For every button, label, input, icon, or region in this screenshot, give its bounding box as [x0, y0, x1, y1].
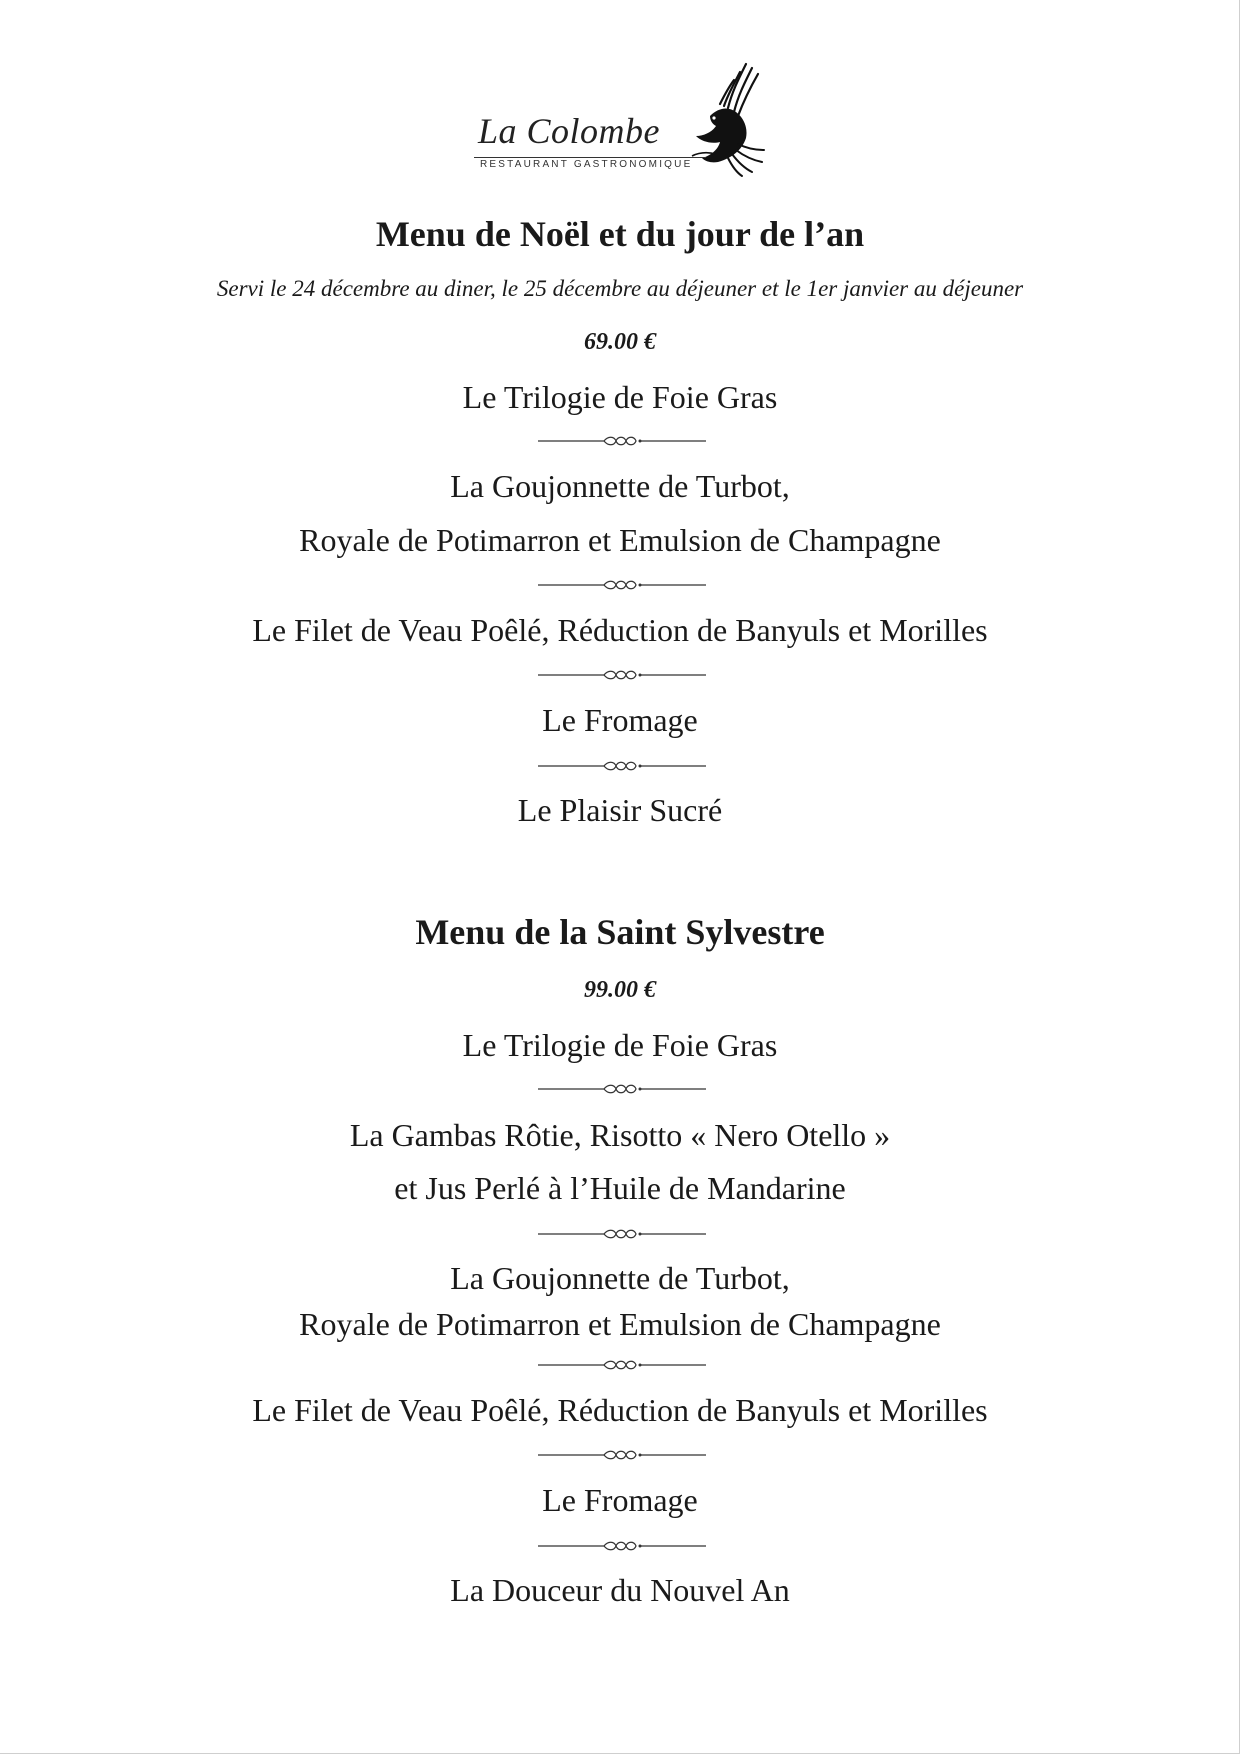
menu-sylvestre-course: La Douceur du Nouvel An — [450, 1572, 790, 1608]
menu-sylvestre-course: et Jus Perlé à l’Huile de Mandarine — [394, 1170, 846, 1206]
menu-noel-course: Royale de Potimarron et Emulsion de Champagne — [299, 522, 941, 558]
menu-noel-title: Menu de Noël et du jour de l’an — [375, 214, 865, 254]
menu-noel-course: Le Plaisir Sucré — [517, 792, 723, 828]
menu-noel-price: 69.00 € — [584, 329, 656, 355]
dove-icon — [688, 58, 768, 178]
ornament-divider-icon — [538, 758, 706, 774]
ornament-divider-icon — [538, 1447, 706, 1463]
menu-sylvestre-course: Royale de Potimarron et Emulsion de Champagne — [299, 1306, 941, 1342]
logo-rule — [474, 157, 706, 158]
menu-noel-course: Le Fromage — [542, 702, 698, 738]
ornament-divider-icon — [538, 1081, 706, 1097]
ornament-divider-icon — [538, 1538, 706, 1554]
logo-tagline: RESTAURANT GASTRONOMIQUE — [480, 159, 693, 170]
menu-noel-course: Le Filet de Veau Poêlé, Réduction de Banyuls et Morilles — [252, 612, 988, 648]
restaurant-logo — [470, 58, 770, 188]
menu-sylvestre-course: Le Fromage — [542, 1482, 698, 1518]
menu-sylvestre-course: Le Trilogie de Foie Gras — [462, 1027, 778, 1063]
menu-noel-served: Servi le 24 décembre au diner, le 25 décembre au déjeuner et le 1er janvier au déjeuner — [216, 276, 1024, 301]
menu-noel-course: Le Trilogie de Foie Gras — [462, 379, 778, 415]
ornament-divider-icon — [538, 1226, 706, 1242]
ornament-divider-icon — [538, 1357, 706, 1373]
ornament-divider-icon — [538, 577, 706, 593]
menu-sylvestre-course: Le Filet de Veau Poêlé, Réduction de Banyuls et Morilles — [252, 1392, 988, 1428]
menu-noel-course: La Goujonnette de Turbot, — [450, 468, 790, 504]
logo-name: La Colombe — [478, 111, 661, 151]
menu-sylvestre-title: Menu de la Saint Sylvestre — [415, 912, 825, 952]
menu-sylvestre-course: La Gambas Rôtie, Risotto « Nero Otello » — [349, 1117, 891, 1153]
menu-sylvestre-price: 99.00 € — [584, 977, 656, 1003]
ornament-divider-icon — [538, 433, 706, 449]
ornament-divider-icon — [538, 667, 706, 683]
menu-sylvestre-course: La Goujonnette de Turbot, — [450, 1260, 790, 1296]
